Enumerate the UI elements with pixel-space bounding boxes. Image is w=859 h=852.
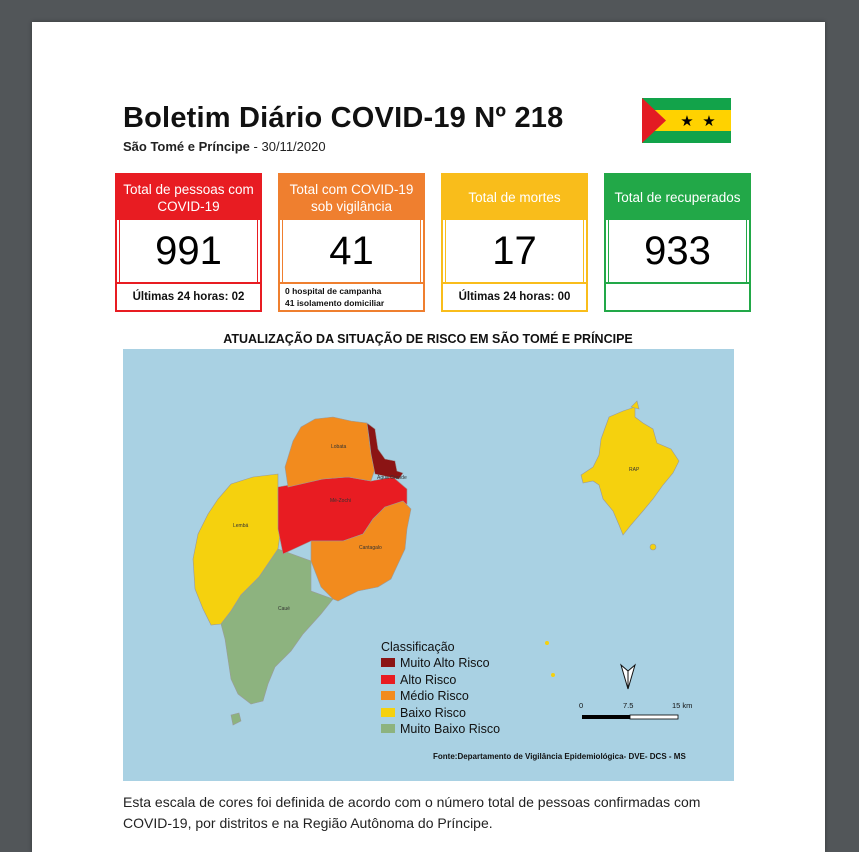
islet-b [545, 641, 549, 645]
label-agua-grande: Água Grande [377, 475, 407, 481]
card-under-surveillance [278, 173, 425, 312]
legend-item-high: Alto Risco [381, 672, 500, 688]
country-name: São Tomé e Príncipe [123, 139, 250, 154]
bulletin-date: - 30/11/2020 [253, 139, 326, 154]
scale-label-mid: 7.5 [623, 701, 634, 710]
card-under-surveillance-value: 41 [282, 220, 421, 282]
risk-map [123, 349, 734, 781]
color-scale-note: Esta escala de cores foi definida de acordo com o número total de pessoas confirmadas com COVID-19, por distritos e na Região Autônoma do Príncipe. [123, 794, 701, 831]
label-cantagalo: Cantagalo [359, 545, 382, 551]
card-total-deaths-last24h: Últimas 24 horas: 00 [443, 282, 586, 310]
card-total-recovered-label: Total de recuperados [606, 175, 749, 220]
svg-text:★: ★ [702, 112, 716, 130]
card-total-cases [115, 173, 262, 312]
label-lobata: Lobata [331, 444, 347, 450]
legend-item-medium: Médio Risco [381, 688, 500, 704]
legend-item-very-high: Muito Alto Risco [381, 655, 500, 671]
card-total-deaths-value: 17 [445, 220, 584, 282]
card-total-recovered [604, 173, 751, 312]
bulletin-subtitle [123, 139, 326, 154]
islet-rolas [231, 713, 241, 725]
sao-tome-flag-icon [642, 98, 731, 143]
map-legend [381, 639, 500, 737]
field-hospital-count: 0 hospital de campanha [285, 286, 382, 296]
card-under-surveillance-breakdown [280, 282, 423, 310]
islet-a [650, 544, 656, 550]
label-caue: Caué [278, 606, 290, 612]
card-total-cases-value: 991 [119, 220, 258, 282]
card-total-deaths-label: Total de mortes [443, 175, 586, 220]
legend-item-very-low: Muito Baixo Risco [381, 721, 500, 737]
label-lemba: Lembá [233, 523, 249, 529]
scale-bar [582, 715, 630, 719]
district-lobata [285, 417, 375, 487]
svg-text:★: ★ [680, 112, 694, 130]
islet-c [551, 673, 555, 677]
scale-label-zero: 0 [579, 701, 584, 710]
legend-title: Classificação [381, 640, 455, 654]
bulletin-title: Boletim Diário COVID-19 Nº 218 [123, 102, 564, 134]
map-title: ATUALIZAÇÃO DA SITUAÇÃO DE RISCO EM SÃO TOMÉ E PRÍNCIPE [223, 332, 633, 346]
card-total-recovered-foot [606, 282, 749, 310]
north-arrow-icon [621, 665, 628, 689]
label-rap: RAP [629, 467, 640, 473]
card-total-deaths [441, 173, 588, 312]
legend-item-low: Baixo Risco [381, 705, 500, 721]
label-me-zochi: Mé-Zochi [330, 498, 351, 504]
card-under-surveillance-label: Total com COVID-19 sob vigilância [280, 175, 423, 220]
card-total-cases-last24h: Últimas 24 horas: 02 [117, 282, 260, 310]
scale-label-end: 15 km [672, 701, 693, 710]
bulletin-page [32, 22, 825, 852]
card-total-cases-label: Total de pessoas com COVID-19 [117, 175, 260, 220]
map-source: Fonte:Departamento de Vigilância Epidemiológica- DVE- DCS - MS [433, 752, 686, 761]
card-total-recovered-value: 933 [608, 220, 747, 282]
home-isolation-count: 41 isolamento domiciliar [285, 298, 385, 308]
